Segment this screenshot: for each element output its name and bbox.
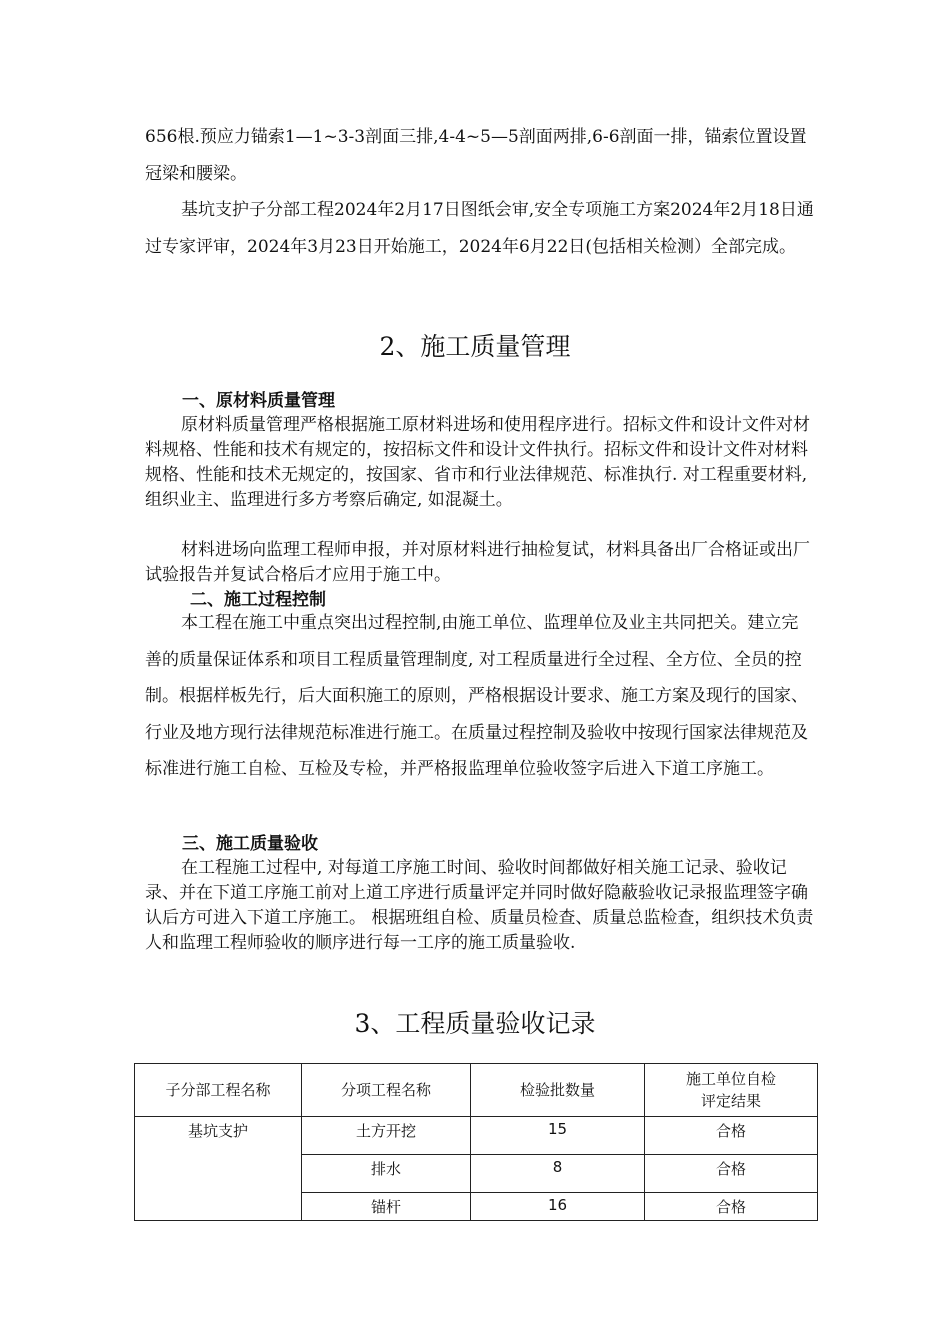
header-item: 分项工程名称 bbox=[302, 1064, 471, 1117]
intro-paragraph-2: 基坑支护子分部工程2024年2月17日图纸会审,安全专项施工方案2024年2月18日通过专家评审，2024年3月23日开始施工，2024年6月22日(包括相关检测）全部完成。 bbox=[145, 200, 814, 257]
item-cell: 锚杆 bbox=[302, 1193, 471, 1221]
table-row bbox=[135, 1117, 818, 1155]
subsection-heading-materials: 一、原材料质量管理 bbox=[182, 391, 335, 411]
count-cell: 8 bbox=[471, 1155, 645, 1193]
materials-paragraph-2: 材料进场向监理工程师申报，并对原材料进行抽检复试，材料具备出厂合格证或出厂试验报告并复试合格后才应用于施工中。 bbox=[145, 540, 810, 585]
table-header-row bbox=[135, 1064, 818, 1117]
header-result-line-1: 施工单位自检 bbox=[685, 1070, 776, 1088]
header-subdivision: 子分部工程名称 bbox=[135, 1064, 302, 1117]
subsection-heading-acceptance: 三、施工质量验收 bbox=[182, 834, 318, 854]
header-result-line-2: 评定结果 bbox=[700, 1092, 761, 1110]
section-3-title: 3、工程质量验收记录 bbox=[354, 1009, 596, 1038]
header-count: 检验批数量 bbox=[471, 1064, 645, 1117]
subsection-heading-process: 二、施工过程控制 bbox=[190, 590, 326, 610]
result-cell: 合格 bbox=[645, 1117, 818, 1155]
acceptance-paragraph: 在工程施工过程中, 对每道工序施工时间、验收时间都做好相关施工记录、验收记录、并在下道工序施工前对上道工序进行质量评定并同时做好隐蔽验收记录报监理签字确认后方可进入下道工序施工。 根据班组自检、质量员检查、质量总监检查，组织技术负责人和监理工程师验收的顺序进行每一工序的施工质量验收. bbox=[145, 858, 814, 953]
count-cell: 15 bbox=[471, 1117, 645, 1155]
count-cell: 16 bbox=[471, 1193, 645, 1221]
result-cell: 合格 bbox=[645, 1193, 818, 1221]
process-paragraph: 本工程在施工中重点突出过程控制,由施工单位、监理单位及业主共同把关。建立完善的质量保证体系和项目工程质量管理制度, 对工程质量进行全过程、全方位、全员的控制。根据样板先行，后大面积施工的原则，严格根据设计要求、施工方案及现行的国家、行业及地方现行法律规范标准进行施工。在质量过程控制及验收中按现行国家法律规范及标准进行施工自检、互检及专检，并严格报监理单位验收签字后进入下道工序施工。 bbox=[145, 613, 808, 779]
intro-paragraph-1: 656根.预应力锚索1—1~3-3剖面三排,4-4~5—5剖面两排,6-6剖面一排，锚索位置设置冠梁和腰梁。 bbox=[145, 127, 807, 184]
subdivision-cell: 基坑支护 bbox=[135, 1117, 302, 1221]
quality-acceptance-table bbox=[134, 1063, 818, 1221]
result-cell: 合格 bbox=[645, 1155, 818, 1193]
materials-paragraph-1: 原材料质量管理严格根据施工原材料进场和使用程序进行。招标文件和设计文件对材料规格、性能和技术有规定的，按招标文件和设计文件执行。招标文件和设计文件对材料规格、性能和技术无规定的，按国家、省市和行业法律规范、标准执行. 对工程重要材料, 组织业主、监理进行多方考察后确定, 如混凝土。 bbox=[145, 415, 810, 510]
item-cell: 排水 bbox=[302, 1155, 471, 1193]
header-result bbox=[645, 1064, 818, 1117]
section-2-title: 2、施工质量管理 bbox=[379, 332, 571, 361]
item-cell: 土方开挖 bbox=[302, 1117, 471, 1155]
